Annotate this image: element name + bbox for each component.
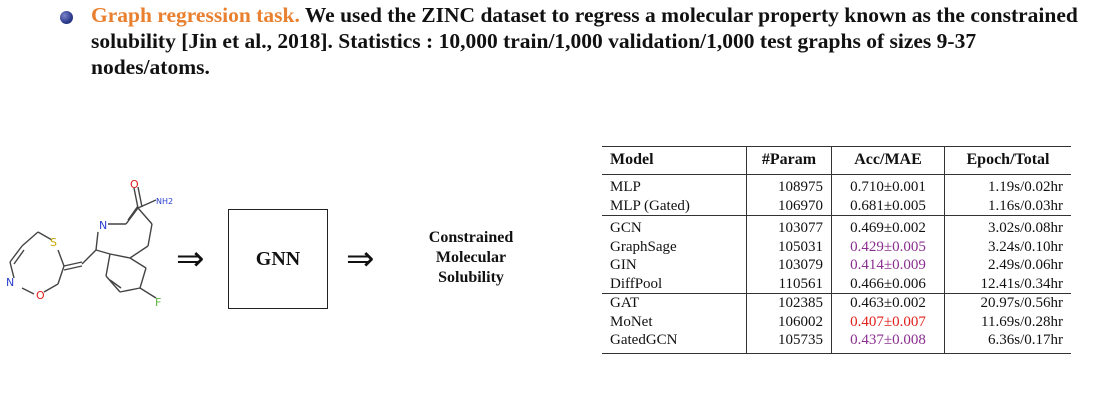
header-acc: Acc/MAE bbox=[832, 147, 945, 175]
cell-params: 106002 bbox=[747, 313, 832, 332]
cell-acc: 0.710±0.001 bbox=[832, 175, 945, 197]
cell-acc: 0.414±0.009 bbox=[832, 256, 945, 275]
cell-acc: 0.469±0.002 bbox=[832, 216, 945, 238]
target-label-line-2: Molecular bbox=[435, 249, 507, 266]
cell-acc: 0.681±0.005 bbox=[832, 197, 945, 216]
header-params: #Param bbox=[747, 147, 832, 175]
table-row bbox=[602, 331, 1071, 353]
cell-model: MLP (Gated) bbox=[610, 197, 690, 214]
cell-model: GraphSage bbox=[610, 238, 677, 255]
bullet-dot-icon bbox=[60, 11, 73, 24]
bullet-paragraph bbox=[60, 2, 1090, 80]
cell-epoch: 2.49s/0.06hr bbox=[945, 256, 1072, 275]
cell-params: 105031 bbox=[747, 238, 832, 257]
cell-epoch: 12.41s/0.34hr bbox=[945, 275, 1072, 294]
table-row bbox=[602, 197, 1071, 216]
results-table bbox=[602, 146, 1071, 354]
gnn-label: GNN bbox=[255, 247, 301, 270]
target-label-line-3: Solubility bbox=[438, 269, 504, 286]
cell-acc: 0.466±0.006 bbox=[832, 275, 945, 294]
cell-model: GIN bbox=[610, 257, 637, 273]
cell-model: MoNet bbox=[610, 313, 653, 330]
table-row bbox=[602, 216, 1071, 238]
target-label bbox=[396, 228, 546, 288]
header-model: Model bbox=[602, 147, 747, 175]
pipeline-diagram bbox=[0, 180, 600, 360]
cell-epoch: 11.69s/0.28hr bbox=[945, 313, 1072, 332]
gnn-box bbox=[228, 209, 328, 309]
sulfur-atom: S bbox=[50, 236, 57, 249]
amine-group: NH2 bbox=[156, 197, 174, 206]
nitrogen-atom-ring: N bbox=[6, 276, 15, 289]
cell-epoch: 3.24s/0.10hr bbox=[945, 238, 1072, 257]
table-row bbox=[602, 238, 1071, 257]
cell-acc: 0.429±0.005 bbox=[832, 238, 945, 257]
table-row bbox=[602, 313, 1071, 332]
fluorine-atom: F bbox=[155, 296, 162, 309]
cell-params: 110561 bbox=[747, 275, 832, 294]
cell-epoch: 1.16s/0.03hr bbox=[945, 197, 1072, 216]
table-row bbox=[602, 275, 1071, 294]
cell-params: 106970 bbox=[747, 197, 832, 216]
oxygen-atom-ring: O bbox=[36, 289, 45, 302]
bullet-body: We used the ZINC dataset to regress a molecular property known as the constrained solubility [Jin et al., 2018]. Statistics : 10,000 train/1,000 validation/1,000 test graphs of sizes 9-37 nodes/atoms. bbox=[91, 3, 1078, 79]
cell-acc: 0.463±0.002 bbox=[832, 294, 945, 313]
bullet-text bbox=[91, 2, 1090, 80]
cell-acc: 0.437±0.008 bbox=[832, 331, 945, 353]
cell-model: MLP bbox=[610, 179, 641, 195]
cell-params: 103077 bbox=[747, 216, 832, 238]
cell-epoch: 20.97s/0.56hr bbox=[945, 294, 1072, 313]
cell-epoch: 3.02s/0.08hr bbox=[945, 216, 1072, 238]
cell-epoch: 6.36s/0.17hr bbox=[945, 331, 1072, 353]
implies-arrow-1: ⇒ bbox=[176, 239, 205, 279]
nitrogen-atom-bicycle: N bbox=[99, 219, 108, 232]
cell-params: 105735 bbox=[747, 331, 832, 353]
target-label-line-1: Constrained bbox=[428, 229, 514, 246]
cell-epoch: 1.19s/0.02hr bbox=[945, 175, 1072, 197]
table-row bbox=[602, 294, 1071, 313]
oxygen-atom-carbonyl: O bbox=[130, 180, 139, 191]
cell-model: GAT bbox=[602, 294, 747, 313]
cell-model: DiffPool bbox=[610, 275, 663, 292]
cell-params: 102385 bbox=[747, 294, 832, 313]
table-row bbox=[602, 175, 1071, 197]
cell-model: GatedGCN bbox=[602, 331, 747, 353]
table-header-row bbox=[602, 147, 1071, 175]
header-epoch: Epoch/Total bbox=[945, 147, 1072, 175]
molecule-image bbox=[0, 180, 200, 350]
bullet-title: Graph regression task. bbox=[91, 3, 300, 27]
cell-params: 108975 bbox=[747, 175, 832, 197]
cell-acc: 0.407±0.007 bbox=[832, 313, 945, 332]
cell-model: GCN bbox=[602, 216, 747, 238]
cell-params: 103079 bbox=[747, 256, 832, 275]
implies-arrow-2: ⇒ bbox=[346, 239, 375, 279]
table-row bbox=[602, 256, 1071, 275]
